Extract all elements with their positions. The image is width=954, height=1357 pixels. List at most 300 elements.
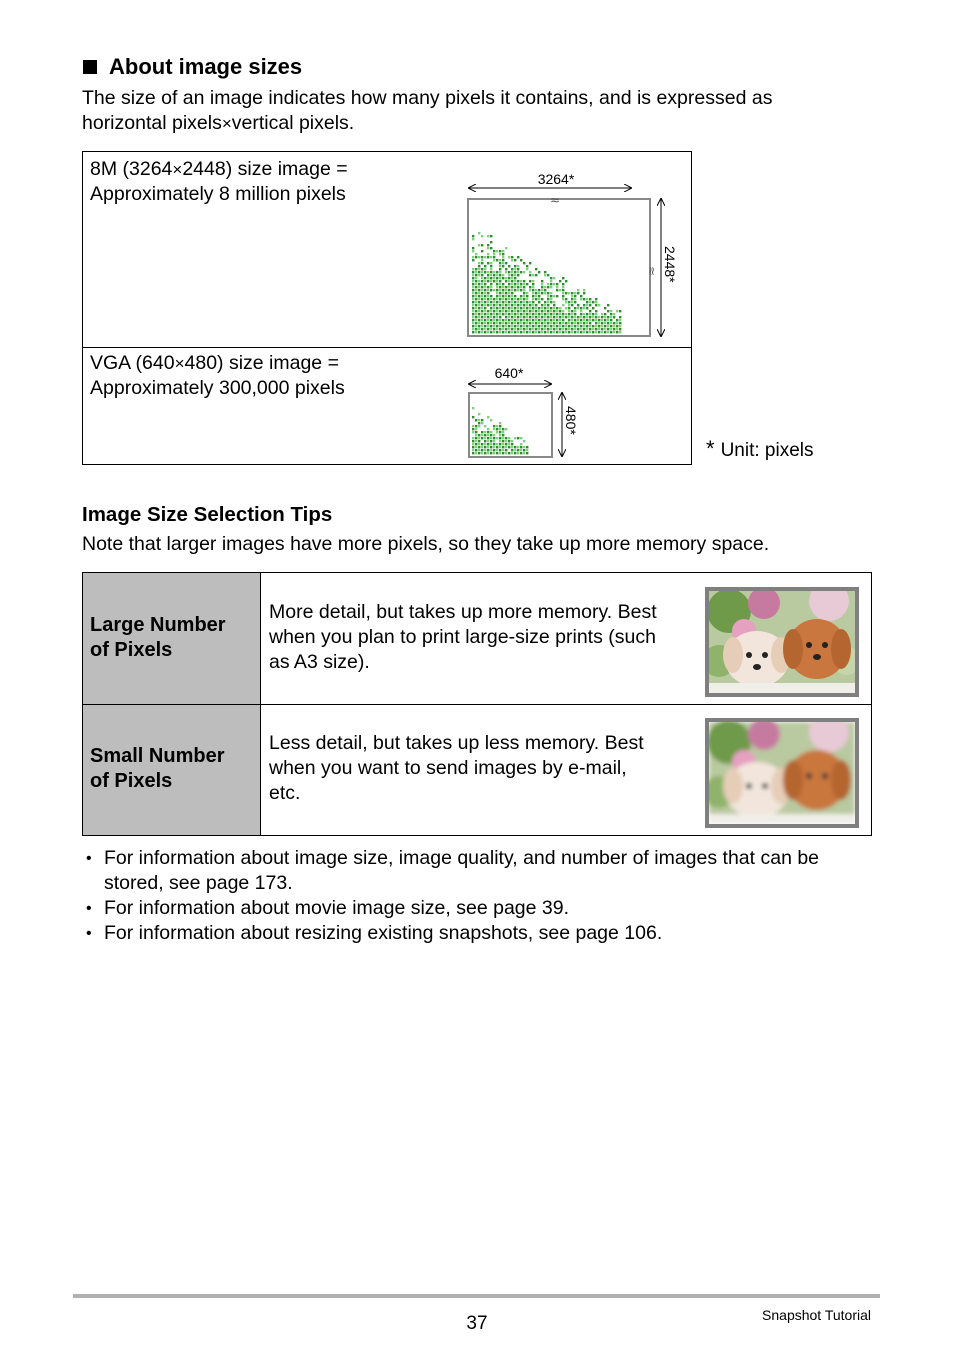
pixel-square [607, 325, 609, 327]
pixel-square [550, 331, 552, 333]
pixel-square [481, 256, 483, 258]
pixel-square [493, 250, 495, 252]
pixel-square [502, 331, 504, 333]
square-bullet-icon [83, 60, 97, 74]
pixel-square [520, 437, 522, 439]
pixel-square [475, 428, 477, 430]
pixel-square [499, 434, 501, 436]
pixel-square [523, 295, 525, 297]
pixel-square [487, 262, 489, 264]
pixel-square [538, 289, 540, 291]
intro-text-a: horizontal pixels [82, 112, 222, 134]
pixel-square [520, 271, 522, 273]
pixel-square [511, 328, 513, 330]
pixel-square [562, 286, 564, 288]
pixel-square [568, 313, 570, 315]
pixel-square [505, 446, 507, 448]
pixel-square [547, 286, 549, 288]
pixel-square [559, 331, 561, 333]
pixel-square [472, 407, 474, 409]
pixel-square [472, 259, 474, 261]
pixel-square [514, 310, 516, 312]
pixel-square [520, 286, 522, 288]
pixel-square [598, 328, 600, 330]
pixel-square [502, 449, 504, 451]
pixel-square [481, 301, 483, 303]
pixel-square [535, 304, 537, 306]
pixel-square [604, 319, 606, 321]
pixel-square [496, 274, 498, 276]
times-sign: × [174, 354, 185, 373]
pixel-square [475, 289, 477, 291]
pixel-square [526, 292, 528, 294]
pixel-square [493, 307, 495, 309]
pixel-square [538, 313, 540, 315]
pixel-square [544, 292, 546, 294]
pixel-square [538, 319, 540, 321]
pixel-square [490, 304, 492, 306]
pixel-square [508, 452, 510, 454]
pixel-square [487, 325, 489, 327]
large-line-1 [90, 157, 348, 182]
pixel-square [511, 280, 513, 282]
pixel-square [478, 268, 480, 270]
pixel-square [505, 440, 507, 442]
pixel-square [490, 295, 492, 297]
pixel-square [574, 301, 576, 303]
pixel-square [487, 295, 489, 297]
pixel-square [511, 316, 513, 318]
pixel-square [550, 292, 552, 294]
pixel-square [484, 331, 486, 333]
pixel-square [586, 325, 588, 327]
pixel-square [487, 280, 489, 282]
pixel-square [586, 328, 588, 330]
pixel-square [580, 319, 582, 321]
pixel-square [592, 301, 594, 303]
pixel-square [520, 452, 522, 454]
pixel-square [571, 313, 573, 315]
pixel-square [565, 301, 567, 303]
pixel-square [541, 319, 543, 321]
list-item [86, 846, 886, 896]
pixel-square [508, 316, 510, 318]
pixel-square [514, 449, 516, 451]
pixel-square [481, 431, 483, 433]
pixel-square [505, 247, 507, 249]
pixel-square [577, 325, 579, 327]
pixel-square [484, 325, 486, 327]
pixel-square [559, 316, 561, 318]
pixel-square [556, 331, 558, 333]
pixel-square [544, 325, 546, 327]
pixel-square [481, 235, 483, 237]
pixel-square [496, 313, 498, 315]
pixel-square [550, 295, 552, 297]
pixel-square [475, 322, 477, 324]
pixel-square [553, 295, 555, 297]
pixel-square [577, 307, 579, 309]
pixel-square [508, 289, 510, 291]
pixel-square [499, 328, 501, 330]
pixel-square [511, 325, 513, 327]
pixel-square [514, 271, 516, 273]
pixel-square [508, 313, 510, 315]
pixel-square [481, 319, 483, 321]
pixel-square [475, 304, 477, 306]
pixel-square [517, 331, 519, 333]
pixel-square [511, 446, 513, 448]
pixel-square [499, 289, 501, 291]
pixel-square [511, 286, 513, 288]
pixel-square [568, 304, 570, 306]
row-label-small [90, 744, 224, 794]
pixel-square [499, 283, 501, 285]
pixel-square [475, 434, 477, 436]
pixel-square [508, 331, 510, 333]
pixel-square [481, 277, 483, 279]
pixel-square [502, 295, 504, 297]
pixel-square [478, 443, 480, 445]
pixel-square [523, 262, 525, 264]
pixel-square [511, 292, 513, 294]
pixel-square [499, 253, 501, 255]
small-image-illustration [453, 358, 593, 462]
pixel-square [523, 307, 525, 309]
pixel-square [481, 419, 483, 421]
pixel-square [493, 301, 495, 303]
pixel-square [598, 319, 600, 321]
pixel-square [496, 295, 498, 297]
pixel-square [514, 274, 516, 276]
pixel-square [505, 295, 507, 297]
pixel-square [478, 262, 480, 264]
pixel-square [490, 283, 492, 285]
pixel-square [490, 307, 492, 309]
pixel-square [595, 331, 597, 333]
pixel-square [541, 304, 543, 306]
pixel-square [526, 452, 528, 454]
pixel-square [529, 274, 531, 276]
pixel-square [592, 313, 594, 315]
pixel-square [523, 313, 525, 315]
pixel-square [514, 452, 516, 454]
pixel-square [502, 292, 504, 294]
pixel-square [508, 256, 510, 258]
pixel-square [517, 268, 519, 270]
desc-line: More detail, but takes up more memory. Best [269, 601, 657, 623]
pixel-square [472, 295, 474, 297]
note-line: stored, see page 173. [104, 872, 293, 894]
pixel-square [499, 316, 501, 318]
pixel-square [478, 310, 480, 312]
pixel-square [547, 310, 549, 312]
pixel-square [508, 437, 510, 439]
pixel-square [487, 310, 489, 312]
pixel-square [616, 325, 618, 327]
pixel-square [589, 313, 591, 315]
pixel-square [574, 331, 576, 333]
pixel-square [529, 319, 531, 321]
pixel-square [496, 328, 498, 330]
pixel-square [478, 289, 480, 291]
pixel-square [484, 328, 486, 330]
blurry-dog-photo [705, 718, 859, 828]
pixel-square [478, 440, 480, 442]
tips-title: Image Size Selection Tips [82, 503, 333, 526]
pixel-square [565, 280, 567, 282]
pixel-square [589, 301, 591, 303]
size-comparison-box [82, 151, 692, 465]
pixel-square [511, 256, 513, 258]
pixel-square [526, 283, 528, 285]
pixel-square [520, 298, 522, 300]
pixel-square [520, 313, 522, 315]
pixel-square [505, 443, 507, 445]
pixel-square [547, 295, 549, 297]
large-text-b: 2448) size image = [182, 158, 348, 180]
pixel-square [538, 298, 540, 300]
pixel-square [508, 283, 510, 285]
pixel-square [517, 316, 519, 318]
pixel-square [475, 319, 477, 321]
pixel-square [505, 289, 507, 291]
pixel-square [475, 310, 477, 312]
pixel-square [526, 295, 528, 297]
pixel-square [532, 331, 534, 333]
pixel-square [478, 244, 480, 246]
pixel-square [517, 280, 519, 282]
pixel-square [493, 280, 495, 282]
pixel-square [538, 331, 540, 333]
pixel-square [589, 328, 591, 330]
pixel-square [511, 274, 513, 276]
pixel-square [481, 443, 483, 445]
pixel-square [550, 298, 552, 300]
pixel-square [586, 307, 588, 309]
pixel-square [490, 325, 492, 327]
pixel-square [496, 289, 498, 291]
pixel-square [535, 310, 537, 312]
pixel-square [514, 304, 516, 306]
pixel-square [565, 313, 567, 315]
pixel-square [484, 322, 486, 324]
pixel-square [544, 322, 546, 324]
pixel-square [577, 319, 579, 321]
pixel-square [484, 286, 486, 288]
pixel-square [499, 286, 501, 288]
pixel-square [481, 422, 483, 424]
pixel-square [520, 307, 522, 309]
pixel-square [523, 325, 525, 327]
pixel-square [574, 307, 576, 309]
pixel-square [559, 289, 561, 291]
pixel-square [499, 437, 501, 439]
pixel-square [490, 443, 492, 445]
pixel-square [595, 298, 597, 300]
pixel-square [547, 292, 549, 294]
pixel-square [490, 277, 492, 279]
pixel-square [487, 256, 489, 258]
pixel-square [514, 289, 516, 291]
row-desc-small [269, 731, 644, 806]
label-line: of Pixels [90, 639, 173, 661]
pixel-square [607, 319, 609, 321]
pixel-square [493, 319, 495, 321]
pixel-square [559, 310, 561, 312]
pixel-square [598, 316, 600, 318]
pixel-square [547, 283, 549, 285]
pixel-square [529, 316, 531, 318]
pixel-square [505, 319, 507, 321]
pixel-square [574, 298, 576, 300]
pixel-square [610, 310, 612, 312]
pixel-square [556, 310, 558, 312]
pixel-square [499, 313, 501, 315]
pixel-square [607, 328, 609, 330]
large-text-a: 8M (3264 [90, 158, 173, 180]
note-line: For information about movie image size, see page 39. [104, 897, 570, 919]
pixel-square [532, 304, 534, 306]
pixel-square [595, 328, 597, 330]
pixel-square [484, 268, 486, 270]
pixel-square [475, 277, 477, 279]
pixel-square [493, 298, 495, 300]
notes-list [86, 846, 886, 946]
pixel-square [532, 301, 534, 303]
pixel-square [535, 295, 537, 297]
pixel-square [496, 428, 498, 430]
pixel-square [565, 331, 567, 333]
pixel-square [565, 325, 567, 327]
pixel-square [496, 280, 498, 282]
pixel-square [616, 310, 618, 312]
pixel-square [619, 331, 621, 333]
pixel-square [547, 298, 549, 300]
pixel-square [541, 328, 543, 330]
pixel-square [571, 304, 573, 306]
pixel-square [544, 313, 546, 315]
pixel-square [502, 289, 504, 291]
pixel-square [550, 280, 552, 282]
pixel-square [475, 452, 477, 454]
pixel-square [532, 313, 534, 315]
footer-rule [73, 1294, 880, 1298]
pixel-square [490, 271, 492, 273]
pixel-square [541, 325, 543, 327]
pixel-square [484, 431, 486, 433]
pixel-square [535, 298, 537, 300]
pixel-square [553, 304, 555, 306]
pixel-square [490, 274, 492, 276]
pixel-square [553, 310, 555, 312]
pixel-square [559, 313, 561, 315]
pixel-square [511, 307, 513, 309]
pixel-square [472, 274, 474, 276]
pixel-square [598, 322, 600, 324]
pixel-square [604, 307, 606, 309]
pixel-square [493, 428, 495, 430]
pixel-square [481, 295, 483, 297]
pixel-square [544, 286, 546, 288]
pixel-square [490, 310, 492, 312]
pixel-square [601, 313, 603, 315]
pixel-square [520, 316, 522, 318]
pixel-square [610, 328, 612, 330]
pixel-square [496, 452, 498, 454]
pixel-square [595, 313, 597, 315]
pixel-square [490, 431, 492, 433]
pixel-square [589, 319, 591, 321]
pixel-square [508, 292, 510, 294]
pixel-square [481, 322, 483, 324]
pixel-square [607, 331, 609, 333]
pixel-square [478, 280, 480, 282]
pixel-square [472, 449, 474, 451]
pixel-square [526, 319, 528, 321]
pixel-square [499, 331, 501, 333]
pixel-square [562, 304, 564, 306]
section-title: About image sizes [109, 54, 303, 79]
pixel-square [553, 331, 555, 333]
pixel-square [478, 295, 480, 297]
pixel-square [511, 259, 513, 261]
pixel-square [514, 280, 516, 282]
pixel-square [571, 319, 573, 321]
pixel-square [526, 322, 528, 324]
pixel-square [538, 322, 540, 324]
pixel-square [505, 271, 507, 273]
pixel-square [577, 316, 579, 318]
pixel-square [481, 250, 483, 252]
pixel-square [526, 301, 528, 303]
pixel-square [499, 452, 501, 454]
pixel-square [481, 307, 483, 309]
pixel-square [592, 331, 594, 333]
pixel-square [478, 449, 480, 451]
pixel-square [493, 310, 495, 312]
pixel-square [532, 286, 534, 288]
pixel-square [607, 304, 609, 306]
pixel-square [520, 446, 522, 448]
pixel-square [505, 304, 507, 306]
intro-line-1: The size of an image indicates how many pixels it contains, and is expressed as [82, 87, 773, 109]
pixel-square [499, 280, 501, 282]
pixel-square [523, 292, 525, 294]
unit-text: Unit: pixels [720, 440, 814, 461]
pixel-square [508, 271, 510, 273]
pixel-square [481, 244, 483, 246]
pixel-square [535, 331, 537, 333]
pixel-square [580, 310, 582, 312]
pixel-square [493, 434, 495, 436]
pixel-square [487, 437, 489, 439]
pixel-square [613, 328, 615, 330]
pixel-square [511, 304, 513, 306]
pixel-square [472, 331, 474, 333]
pixel-square [610, 322, 612, 324]
pixel-square [475, 419, 477, 421]
pixel-square [595, 304, 597, 306]
pixel-square [502, 265, 504, 267]
pixel-square [472, 292, 474, 294]
pixel-square [541, 331, 543, 333]
pixel-square [547, 322, 549, 324]
pixel-square [535, 322, 537, 324]
pixel-square [499, 325, 501, 327]
pixel-square [541, 298, 543, 300]
pixel-square [550, 328, 552, 330]
